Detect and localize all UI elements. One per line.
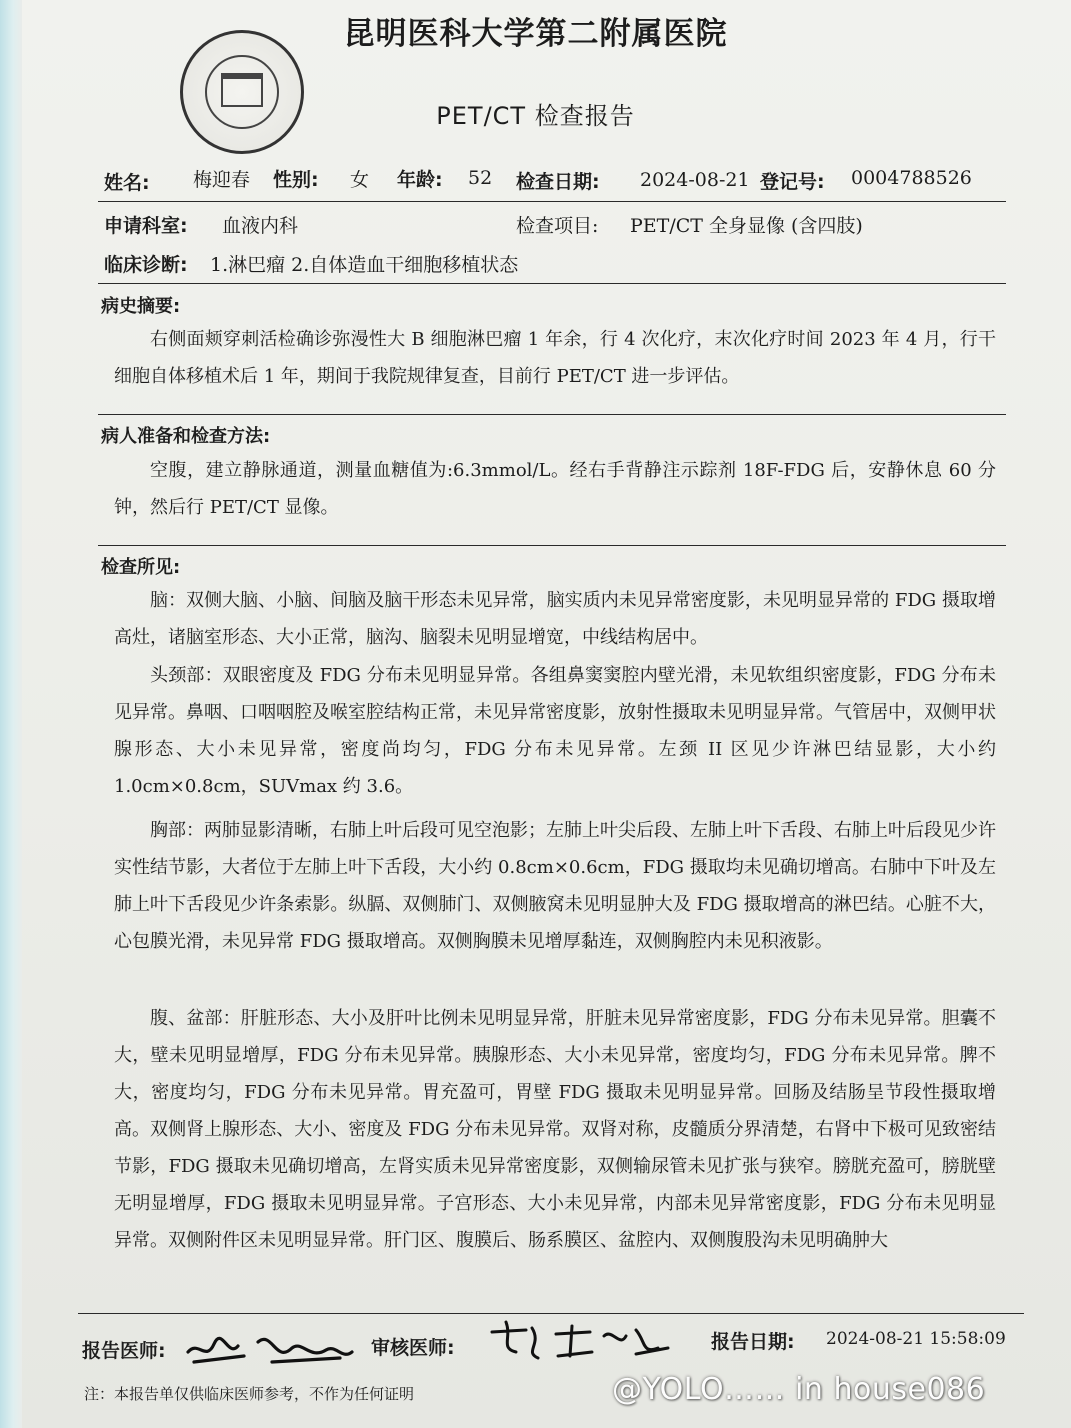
report-date: 2024-08-21 15:58:09 [826, 1329, 1006, 1349]
divider-2 [98, 283, 1006, 284]
divider-top [98, 201, 1006, 202]
disclaimer-note: 注：本报告单仅供临床医师参考，不作为任何证明 [84, 1385, 415, 1403]
report-title: PET/CT 检查报告 [436, 102, 635, 130]
age-label: 年龄: [397, 169, 443, 191]
doctor-label: 报告医师: [82, 1340, 166, 1362]
name-label: 姓名: [104, 172, 150, 194]
diagnosis-label: 临床诊断: [104, 254, 188, 276]
folder-edge [0, 0, 22, 1428]
dept-label: 申请科室: [104, 215, 188, 237]
watermark-text: @YOLO…… in house086 [612, 1372, 986, 1407]
sex-label: 性别: [273, 169, 319, 191]
patient-age: 52 [468, 167, 493, 189]
patient-sex: 女 [350, 169, 370, 191]
reviewer-label: 审核医师: [371, 1337, 455, 1359]
patient-name: 梅迎春 [193, 169, 251, 191]
hospital-name: 昆明医科大学第二附属医院 [343, 16, 728, 52]
item-value: PET/CT 全身显像 (含四肢) [630, 215, 863, 237]
findings-title: 检查所见: [101, 557, 181, 578]
divider-3 [98, 414, 1006, 415]
reg-number: 0004788526 [851, 167, 972, 189]
patient-row [104, 168, 150, 195]
method-text: 空腹，建立静脉通道，测量血糖值为:6.3mmol/L。经右手背静注示踪剂 18F-FDG 后，安静休息 60 分钟，然后行 PET/CT 显像。 [114, 460, 996, 518]
diagnosis-value: 1.淋巴瘤 2.自体造血干细胞移植状态 [210, 254, 519, 276]
exam-date: 2024-08-21 [640, 169, 750, 191]
doctor-signature [180, 1322, 360, 1372]
method-title: 病人准备和检查方法: [101, 426, 271, 447]
report-date-label: 报告日期: [711, 1331, 795, 1353]
divider-footer [78, 1313, 1024, 1314]
exam-date-label: 检查日期: [516, 171, 600, 193]
history-text: 右侧面颊穿刺活检确诊弥漫性大 B 细胞淋巴瘤 1 年余，行 4 次化疗，末次化疗时间 2023 年 4 月，行干细胞自体移植术后 1 年，期间于我院规律复查，目前行 PET/CT 进一步评估。 [114, 329, 996, 387]
findings-chest: 胸部：两肺显影清晰，右肺上叶后段可见空泡影；左肺上叶尖后段、左肺上叶下舌段、右肺上叶后段见少许实性结节影，大者位于左肺上叶下舌段，大小约 0.8cm×0.6cm，FDG 摄取均未见确切增高。右肺中下叶及左肺上叶下舌段见少许条索影。纵膈、双侧肺门、双侧腋窝未见明显肿大及 FDG 摄取增高的淋巴结。心脏不大，心包膜光滑，未见异常 FDG 摄取增高。双侧胸膜未见增厚黏连，双侧胸腔内未见积液影。 [114, 820, 996, 952]
divider-4 [98, 545, 1006, 546]
item-label: 检查项目: [516, 215, 599, 237]
findings-abdomen-pelvis: 腹、盆部：肝脏形态、大小及肝叶比例未见明显异常，肝脏未见异常密度影，FDG 分布未见异常。胆囊不大，壁未见明显增厚，FDG 分布未见异常。胰腺形态、大小未见异常，密度均匀，FDG 分布未见异常。脾不大，密度均匀，FDG 分布未见异常。胃充盈可，胃壁 FDG 摄取未见明显异常。回肠及结肠呈节段性摄取增高。双侧肾上腺形态、大小、密度及 FDG 分布未见异常。双肾对称，皮髓质分界清楚，右肾中下极可见致密结节影，FDG 摄取未见确切增高，左肾实质未见异常密度影，双侧输尿管未见扩张与狭窄。膀胱充盈可，膀胱壁无明显增厚，FDG 摄取未见明显异常。子宫形态、大小未见异常，内部未见异常密度影，FDG 分布未见明显异常。双侧附件区未见明显异常。肝门区、腹膜后、肠系膜区、盆腔内、双侧腹股沟未见明确肿大 [114, 1008, 996, 1251]
reviewer-signature [486, 1318, 676, 1366]
reg-label: 登记号: [760, 171, 825, 193]
findings-head-neck: 头颈部：双眼密度及 FDG 分布未见明显异常。各组鼻窦窦腔内壁光滑，未见软组织密度影，FDG 分布未见异常。鼻咽、口咽咽腔及喉室腔结构正常，未见异常密度影，放射性摄取未见明显异常。气管居中，双侧甲状腺形态、大小未见异常，密度尚均匀，FDG 分布未见异常。左颈 II 区见少许淋巴结显影，大小约 1.0cm×0.8cm，SUVmax 约 3.6。 [114, 665, 996, 797]
dept-value: 血液内科 [222, 215, 299, 237]
history-title: 病史摘要: [101, 296, 181, 317]
findings-brain: 脑：双侧大脑、小脑、间脑及脑干形态未见异常，脑实质内未见异常密度影，未见明显异常的 FDG 摄取增高灶，诸脑室形态、大小正常，脑沟、脑裂未见明显增宽，中线结构居中。 [114, 590, 996, 648]
